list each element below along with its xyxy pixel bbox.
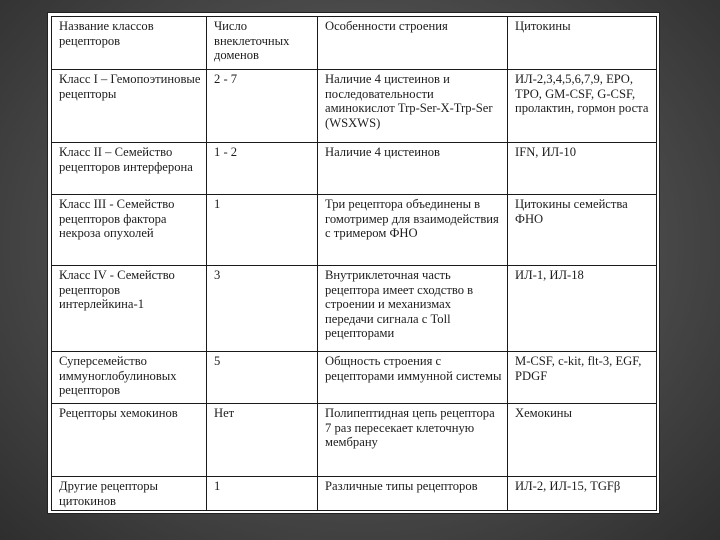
- table-cell: ИЛ-1, ИЛ-18: [508, 266, 657, 352]
- table-cell: ИЛ-2,3,4,5,6,7,9, EPO, TPO, GM-CSF, G-CSF, пролактин, гормон роста: [508, 70, 657, 143]
- header-cell-cytokines: Цитокины: [508, 17, 657, 70]
- table-cell: Внутриклеточная часть рецептора имеет сходство в строении и механизмах передачи сигнала с Toll рецепторами: [318, 266, 508, 352]
- table-cell: 5: [207, 352, 318, 404]
- header-cell-class-name: Название классов рецепторов: [52, 17, 207, 70]
- receptor-classes-table: [51, 16, 657, 511]
- table-cell: Хемокины: [508, 404, 657, 477]
- table-row: [52, 266, 657, 352]
- table-row: [52, 143, 657, 195]
- table-cell: 2 - 7: [207, 70, 318, 143]
- header-cell-domains: Число внеклеточных доменов: [207, 17, 318, 70]
- table-cell: 1: [207, 477, 318, 511]
- table-row: [52, 404, 657, 477]
- table-cell: Класс III - Семейство рецепторов фактора некроза опухолей: [52, 195, 207, 266]
- table-cell: Три рецептора объединены в гомотример для взаимодействия с тримером ФНО: [318, 195, 508, 266]
- table-cell: 1 - 2: [207, 143, 318, 195]
- table-cell: Класс II – Семейство рецепторов интерферона: [52, 143, 207, 195]
- table-cell: ИЛ-2, ИЛ-15, TGFβ: [508, 477, 657, 511]
- table-row: [52, 477, 657, 511]
- table-cell: Суперсемейство иммуноглобулиновых рецепторов: [52, 352, 207, 404]
- table-cell: Рецепторы хемокинов: [52, 404, 207, 477]
- table-cell: Общность строения с рецепторами иммунной системы: [318, 352, 508, 404]
- table-cell: 3: [207, 266, 318, 352]
- table-header-row: [52, 17, 657, 70]
- table-cell: Цитокины семейства ФНО: [508, 195, 657, 266]
- table-cell: IFN, ИЛ-10: [508, 143, 657, 195]
- table-cell: Наличие 4 цистеинов: [318, 143, 508, 195]
- table-cell: Наличие 4 цистеинов и последовательности аминокислот Trp-Ser-X-Trp-Ser (WSXWS): [318, 70, 508, 143]
- table-cell: Класс I – Гемопоэтиновые рецепторы: [52, 70, 207, 143]
- table-row: [52, 352, 657, 404]
- slide-sheet: [47, 12, 660, 514]
- header-cell-structure: Особенности строения: [318, 17, 508, 70]
- table-cell: Нет: [207, 404, 318, 477]
- table-cell: M-CSF, c-kit, flt-3, EGF, PDGF: [508, 352, 657, 404]
- table-cell: Класс IV - Семейство рецепторов интерлейкина-1: [52, 266, 207, 352]
- table-cell: Различные типы рецепторов: [318, 477, 508, 511]
- table-cell: Полипептидная цепь рецептора 7 раз пересекает клеточную мембрану: [318, 404, 508, 477]
- table-cell: Другие рецепторы цитокинов: [52, 477, 207, 511]
- table-cell: 1: [207, 195, 318, 266]
- table-row: [52, 70, 657, 143]
- table-row: [52, 195, 657, 266]
